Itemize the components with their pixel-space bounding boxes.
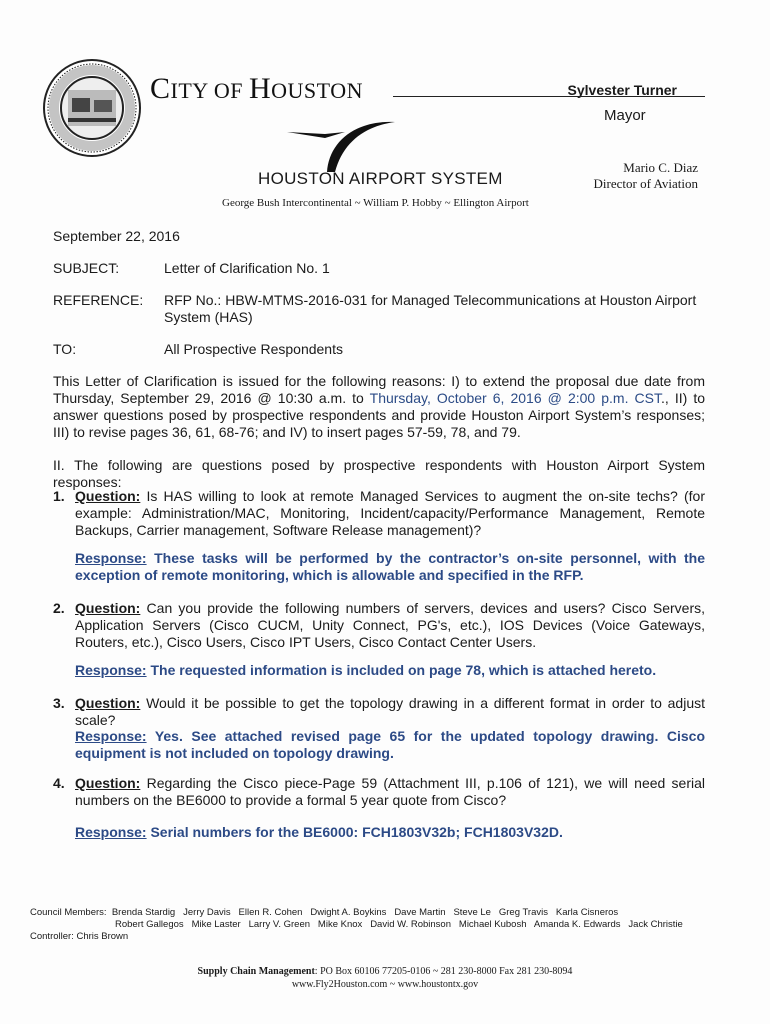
city-seal-logo [42, 58, 142, 158]
question-number: 4. [53, 775, 65, 791]
response-text: Response: These tasks will be performed by the contractor’s on-site personnel, with the exception of remote monitoring, which is allowable and specified in the RFP. [75, 550, 706, 583]
footer-contact: Supply Chain Management: PO Box 60106 77205-0106 ~ 281 230-8000 Fax 281 230-8094 www.Fly2Houston.com ~ www.houstontx.gov [0, 965, 770, 991]
response-text: Response: Serial numbers for the BE6000: FCH1803V32b; FCH1803V32D. [75, 824, 563, 840]
question-number: 3. [53, 695, 65, 711]
mayor-rule [393, 96, 705, 97]
response-text: Response: Yes. See attached revised page 65 for the updated topology drawing. Cisco equipment is not included on topology drawing. [75, 728, 705, 761]
response-text: Response: The requested information is included on page 78, which is attached hereto. [75, 662, 657, 678]
letter-date: September 22, 2016 [53, 228, 180, 244]
subject-value: Letter of Clarification No. 1 [164, 260, 330, 276]
reference-label: REFERENCE: [53, 292, 144, 308]
new-due-date: Thursday, October 6, 2016 @ 2:00 p.m. CST [369, 390, 661, 406]
reference-value: RFP No.: HBW-MTMS-2016-031 for Managed Telecommunications at Houston Airport System (HAS) [164, 292, 697, 325]
airport-system-logo-icon [285, 112, 415, 174]
city-name-heading: CITY OF HOUSTON [150, 72, 363, 105]
airports-list: George Bush Intercontinental ~ William P. Hobby ~ Ellington Airport [222, 197, 529, 209]
question-number: 2. [53, 600, 65, 616]
question-text: Question: Would it be possible to get the topology drawing in a different format in order to adjust scale? [75, 695, 705, 728]
question-text: Question: Is HAS willing to look at remote Managed Services to augment the on-site techs? (for example: Administration/MAC, Monitoring, Incident/capacity/Performance Management, Remote Backups, Carrier management, Software Release management)? [75, 488, 706, 538]
subject-label: SUBJECT: [53, 260, 120, 276]
footer-websites: www.Fly2Houston.com ~ www.houstontx.gov [291, 979, 479, 990]
controller: Controller: Chris Brown [30, 931, 129, 942]
director-title: Director of Aviation [593, 176, 698, 191]
mayor-name: Sylvester Turner [567, 82, 677, 98]
council-members [30, 907, 683, 943]
question-text: Question: Regarding the Cisco piece-Page 59 (Attachment III, p.106 of 121), we will need serial numbers on the BE6000 to provide a formal 5 year quote from Cisco? [75, 775, 706, 808]
council-line-2: Robert Gallegos Mike Laster Larry V. Green Mike Knox David W. Robinson Michael Kubosh Amanda K. Edwards Jack Christie [115, 919, 683, 930]
question-text: Question: Can you provide the following numbers of servers, devices and users? Cisco Servers, Application Servers (Cisco CUCM, Unity Connect, PG's, etc.), IOS Devices (Voice Gateways, Routers, etc.), Cisco Users, Cisco IPT Users, Cisco Contact Center Users. [75, 600, 705, 650]
question-number: 1. [53, 488, 65, 504]
council-label: Council Members: [30, 907, 107, 918]
airport-system-name: HOUSTON AIRPORT SYSTEM [258, 169, 503, 188]
director-block [560, 160, 698, 192]
to-label: TO: [53, 341, 77, 357]
mayor-title: Mayor [604, 107, 646, 124]
council-line-1: Brenda Stardig Jerry Davis Ellen R. Cohen Dwight A. Boykins Dave Martin Steve Le Greg Travis Karla Cisneros [111, 907, 619, 918]
director-name: Mario C. Diaz [623, 160, 698, 175]
to-value: All Prospective Respondents [164, 341, 343, 357]
intro-paragraph: This Letter of Clarification is issued for the following reasons: I) to extend the proposal due date from Thursday, September 29, 2016 @ 10:30 a.m. to Thursday, October 6, 2016 @ 2:00 p.m. CST., II) to answer questions posed by prospective respondents and provide Houston Airport System’s responses; III) to revise pages 36, 61, 68-76; and IV) to insert pages 57-59, 78, and 79. [53, 373, 706, 440]
section-two-intro: II. The following are questions posed by prospective respondents with Houston Airport System responses: [53, 457, 705, 490]
